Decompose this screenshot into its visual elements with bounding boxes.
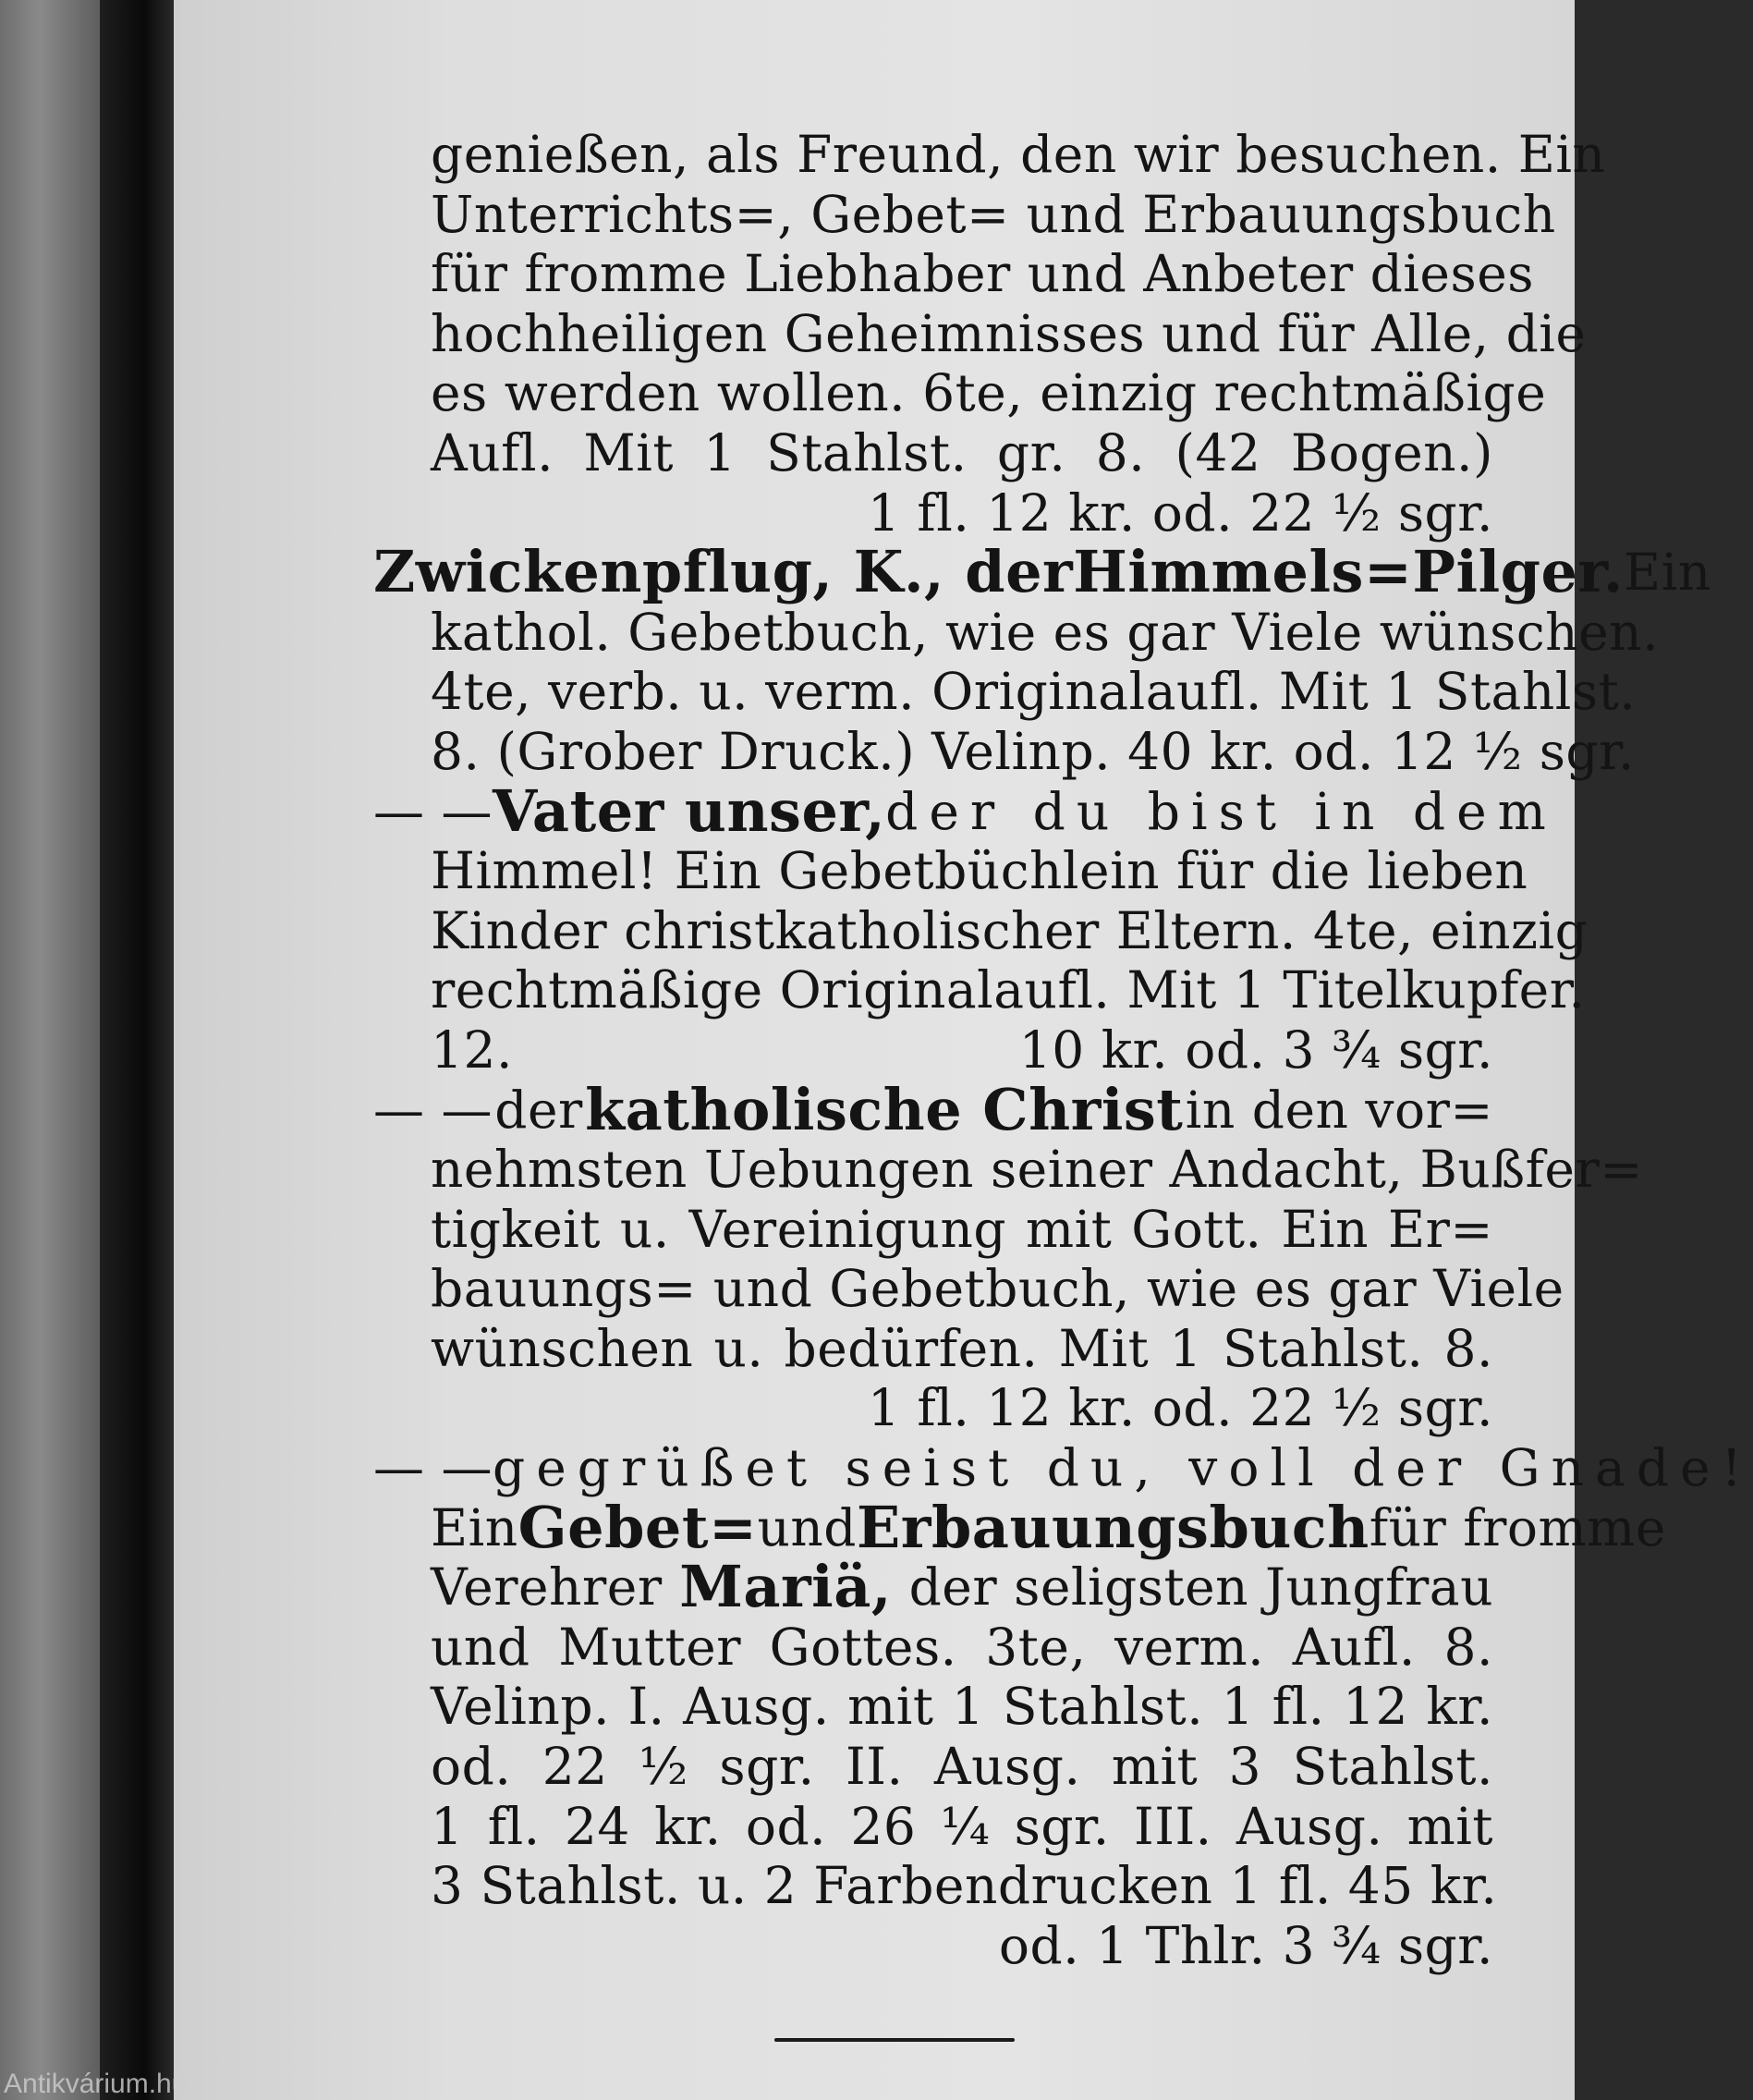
entry-title: Mariä, <box>679 1553 892 1621</box>
page-text <box>373 125 1753 1975</box>
text-line: Aufl. Mit 1 Stahlst. gr. 8. (42 Bogen.) <box>431 422 1493 482</box>
entry-text: für fromme <box>1369 1497 1666 1557</box>
text-line: 8. (Grober Druck.) Velinp. 40 kr. od. 12 ½ sgr. <box>431 721 1635 781</box>
book-spine-left <box>0 0 100 2100</box>
text-line: 3 Stahlst. u. 2 Farbendrucken 1 fl. 45 kr. <box>431 1856 1498 1916</box>
price-line: od. 1 Thlr. 3 ¾ sgr. <box>998 1915 1493 1975</box>
entry-title: Vater unser, <box>492 776 886 845</box>
text-line: nehmsten Uebungen seiner Andacht, Bußfer= <box>431 1140 1643 1200</box>
entry-author: Zwickenpflug, K., der <box>373 538 1074 606</box>
entry-text: Ein <box>1623 543 1711 603</box>
text-line: kathol. Gebetbuch, wie es gar Viele wünschen. <box>431 602 1660 662</box>
entry-text: Verehrer <box>431 1557 663 1618</box>
entry-heading <box>373 776 1557 845</box>
entry-text: in den vor= <box>1185 1080 1493 1140</box>
text-line: Velinp. I. Ausg. mit 1 Stahlst. 1 fl. 12 kr. <box>431 1677 1493 1737</box>
book-gutter-shadow <box>100 0 174 2100</box>
text-line: od. 22 ½ sgr. II. Ausg. mit 3 Stahlst. <box>431 1737 1493 1797</box>
text-line: genießen, als Freund, den wir besuchen. Ein <box>431 125 1606 184</box>
text-line: rechtmäßige Originalaufl. Mit 1 Titelkupfer. <box>431 960 1586 1020</box>
price-line <box>431 1020 1493 1081</box>
end-rule <box>774 2038 1015 2042</box>
text-line: 4te, verb. u. verm. Originalaufl. Mit 1 Stahlst. <box>431 662 1637 722</box>
text-line <box>431 1493 1666 1561</box>
price-line: 1 fl. 12 kr. od. 22 ½ sgr. <box>867 1378 1493 1438</box>
entry-heading <box>373 1438 1753 1498</box>
entry-text: der seligsten Jungfrau <box>908 1557 1493 1618</box>
entry-text: Ein <box>431 1497 518 1557</box>
price-line: 1 fl. 12 kr. od. 22 ½ sgr. <box>867 482 1493 543</box>
entry-title: katholische Christ <box>585 1075 1184 1143</box>
entry-heading <box>373 538 1711 606</box>
text-line: hochheiligen Geheimnisses und für Alle, die <box>431 303 1587 363</box>
text-line: wünschen u. bedürfen. Mit 1 Stahlst. 8. <box>431 1318 1493 1378</box>
entry-heading <box>373 1075 1493 1143</box>
entry-text: der du bist in dem <box>885 781 1557 841</box>
text-line: für fromme Liebhaber und Anbeter dieses <box>431 244 1534 304</box>
text-line <box>431 1553 1493 1621</box>
entry-title: Himmels=Pilger. <box>1073 538 1624 606</box>
text-line: Himmel! Ein Gebetbüchlein für die lieben <box>431 841 1528 901</box>
text-line: Unterrichts=, Gebet= und Erbauungsbuch <box>431 184 1556 244</box>
text-line: bauungs= und Gebetbuch, wie es gar Viele <box>431 1259 1564 1319</box>
watermark: Antikvárium.hu <box>4 2069 188 2099</box>
ditto-dash: — — <box>373 1438 493 1498</box>
text-line: es werden wollen. 6te, einzig rechtmäßige <box>431 363 1547 423</box>
entry-title: Erbauungsbuch <box>857 1493 1370 1561</box>
text-line: 1 fl. 24 kr. od. 26 ¼ sgr. III. Ausg. mit <box>431 1796 1493 1856</box>
ditto-dash: — — <box>373 1080 493 1140</box>
format-label: 12. <box>431 1019 513 1080</box>
entry-text: der <box>494 1080 583 1140</box>
text-line: Kinder christkatholischer Eltern. 4te, einzig <box>431 900 1589 960</box>
text-line: tigkeit u. Vereinigung mit Gott. Ein Er= <box>431 1199 1493 1259</box>
entry-text: gegrüßet seist du, voll der Gnade! <box>492 1438 1753 1498</box>
ditto-dash: — — <box>373 781 493 841</box>
text-line: und Mutter Gottes. 3te, verm. Aufl. 8. <box>431 1617 1493 1677</box>
price-text: 10 kr. od. 3 ¾ sgr. <box>1018 1019 1493 1080</box>
entry-text: und <box>757 1497 858 1557</box>
entry-title: Gebet= <box>517 1493 758 1561</box>
